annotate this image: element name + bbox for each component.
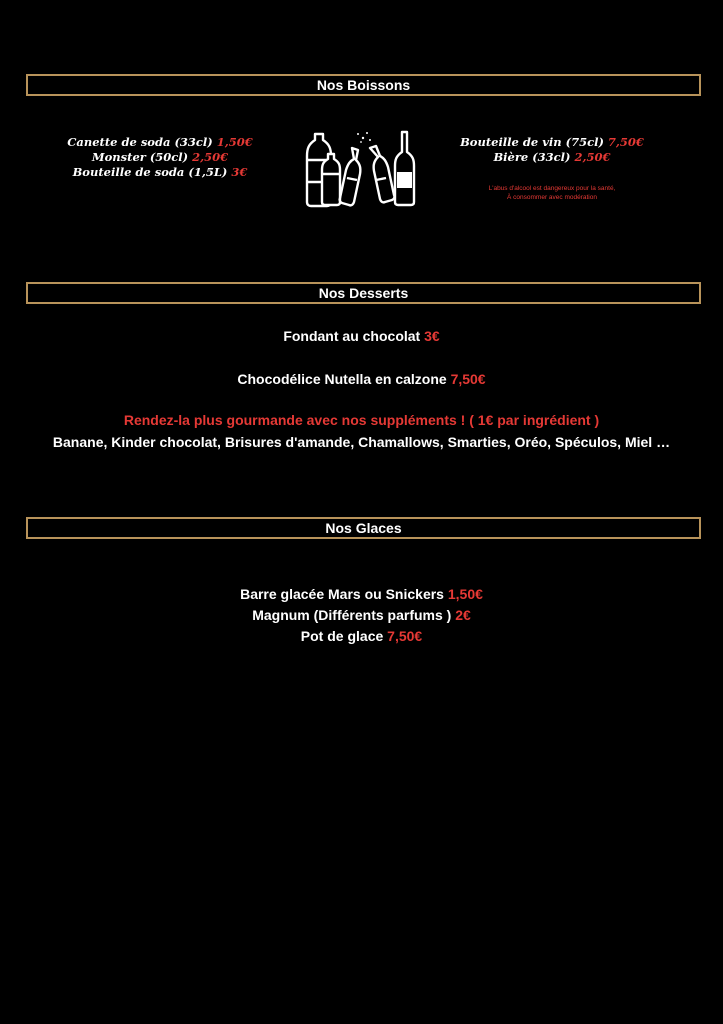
boissons-left-list [60,135,260,180]
list-item: Fondant au chocolat 3€ [283,328,440,344]
list-item: Chocodélice Nutella en calzone 7,50€ [237,371,486,387]
glaces-header: Nos Glaces [26,517,701,539]
supplement-list: Banane, Kinder chocolat, Brisures d'amande, Chamallows, Smarties, Oréo, Spéculos, Miel … [52,434,671,450]
alcohol-warning: L'abus d'alcool est dangereux pour la santé, À consommer avec modération [488,185,616,201]
list-item: Barre glacée Mars ou Snickers 1,50€ [240,586,483,602]
list-item: Pot de glace 7,50€ [300,628,423,644]
desserts-header: Nos Desserts [26,282,701,304]
list-item: Canette de soda (33cl) 1,50€ [67,135,253,149]
list-item: Bière (33cl) 2,50€ [493,150,611,164]
list-item: Bouteille de vin (75cl) 7,50€ [460,135,644,149]
list-item: Monster (50cl) 2,50€ [91,150,229,164]
list-item: Magnum (Différents parfums ) 2€ [252,607,471,623]
list-item: Bouteille de soda (1,5L) 3€ [72,165,248,179]
bottles-icon [300,130,422,208]
supplement-text: Rendez-la plus gourmande avec nos suppléments ! ( 1€ par ingrédient ) [123,412,600,428]
boissons-header: Nos Boissons [26,74,701,96]
boissons-right-list [452,135,652,165]
